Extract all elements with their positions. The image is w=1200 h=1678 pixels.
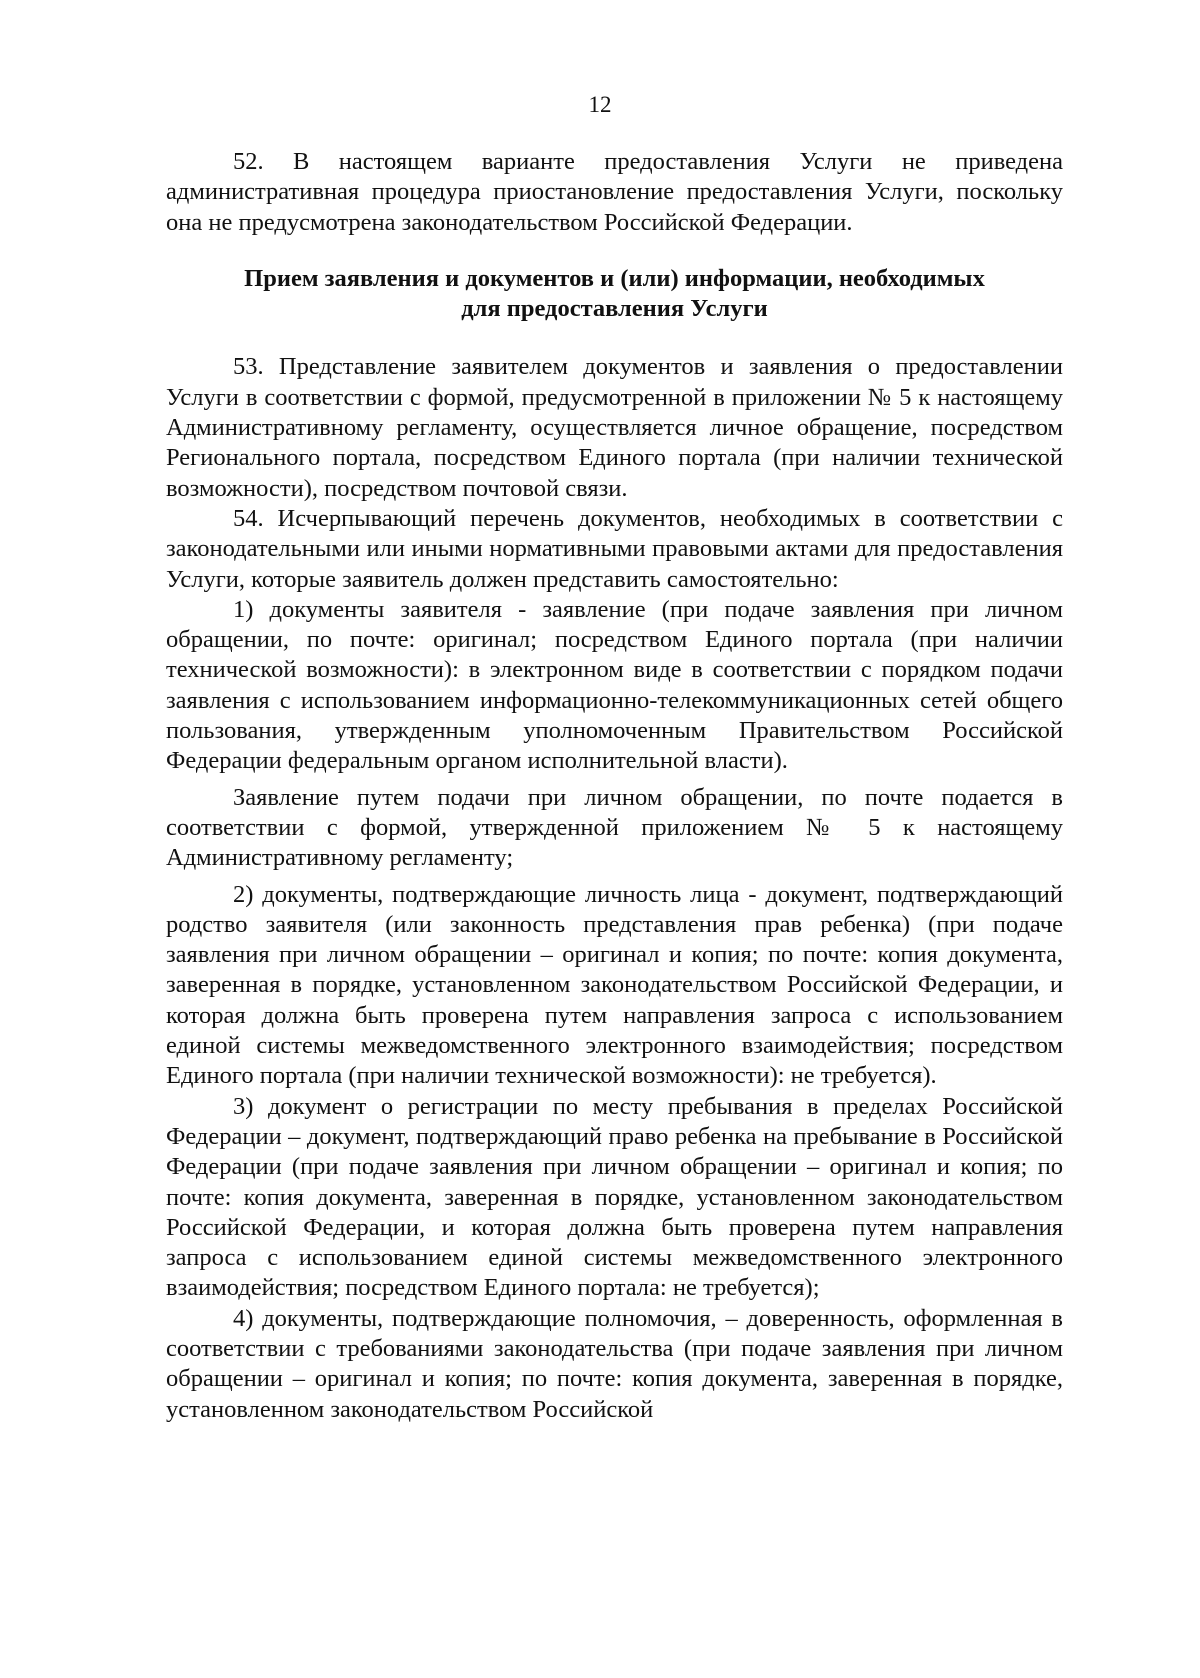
section-heading-line-1: Прием заявления и документов и (или) информации, необходимых	[244, 264, 985, 292]
application-form-paragraph: Заявление путем подачи при личном обращении, по почте подается в соответствии с формой, утвержденной приложением № 5 к настоящему Административному регламенту;	[166, 783, 1063, 872]
list-item-3: 3) документ о регистрации по месту пребывания в пределах Российской Федерации – документ, подтверждающий право ребенка на пребывание в Российской Федерации (при подаче заявления при личном обращении – оригинал и копия; по почте: копия документа, заверенная в порядке, установленном законодательством Российской Федерации, и которая должна быть проверена путем направления запроса с использованием единой системы межведомственного электронного взаимодействия; посредством Единого портала: не требуется);	[166, 1092, 1063, 1302]
list-item-4: 4) документы, подтверждающие полномочия, – доверенность, оформленная в соответствии с требованиями законодательства (при подаче заявления при личном обращении – оригинал и копия; по почте: копия документа, заверенная в порядке, установленном законодательством Российской	[166, 1304, 1063, 1423]
section-heading-line-2: для предоставления Услуги	[461, 295, 768, 323]
page-number: 12	[588, 92, 612, 117]
paragraph-54: 54. Исчерпывающий перечень документов, необходимых в соответствии с законодательными или иными нормативными правовыми актами для предоставления Услуги, которые заявитель должен представить самостоятельно:	[166, 504, 1063, 593]
list-item-2: 2) документы, подтверждающие личность лица - документ, подтверждающий родство заявителя (или законность представления прав ребенка) (при подаче заявления при личном обращении – оригинал и копия; по почте: копия документа, заверенная в порядке, установленном законодательством Российской Федерации, и которая должна быть проверена путем направления запроса с использованием единой системы межведомственного электронного взаимодействия; посредством Единого портала (при наличии технической возможности): не требуется).	[166, 880, 1063, 1090]
list-item-1: 1) документы заявителя - заявление (при подаче заявления при личном обращении, по почте: оригинал; посредством Единого портала (при наличии технической возможности): в электронном виде в соответствии с порядком подачи заявления с использованием информационно-телекоммуникационных сетей общего пользования, утвержденным уполномоченным Правительством Российской Федерации федеральным органом исполнительной власти).	[166, 595, 1063, 775]
paragraph-53: 53. Представление заявителем документов и заявления о предоставлении Услуги в соответствии с формой, предусмотренной в приложении № 5 к настоящему Административному регламенту, осуществляется личное обращение, посредством Регионального портала, посредством Единого портала (при наличии технической возможности), посредством почтовой связи.	[166, 353, 1063, 502]
document-body	[166, 147, 1063, 1425]
section-heading	[166, 264, 1063, 325]
paragraph-52: 52. В настоящем варианте предоставления Услуги не приведена административная процедура приостановление предоставления Услуги, поскольку она не предусмотрена законодательством Российской Федерации.	[166, 148, 1063, 236]
